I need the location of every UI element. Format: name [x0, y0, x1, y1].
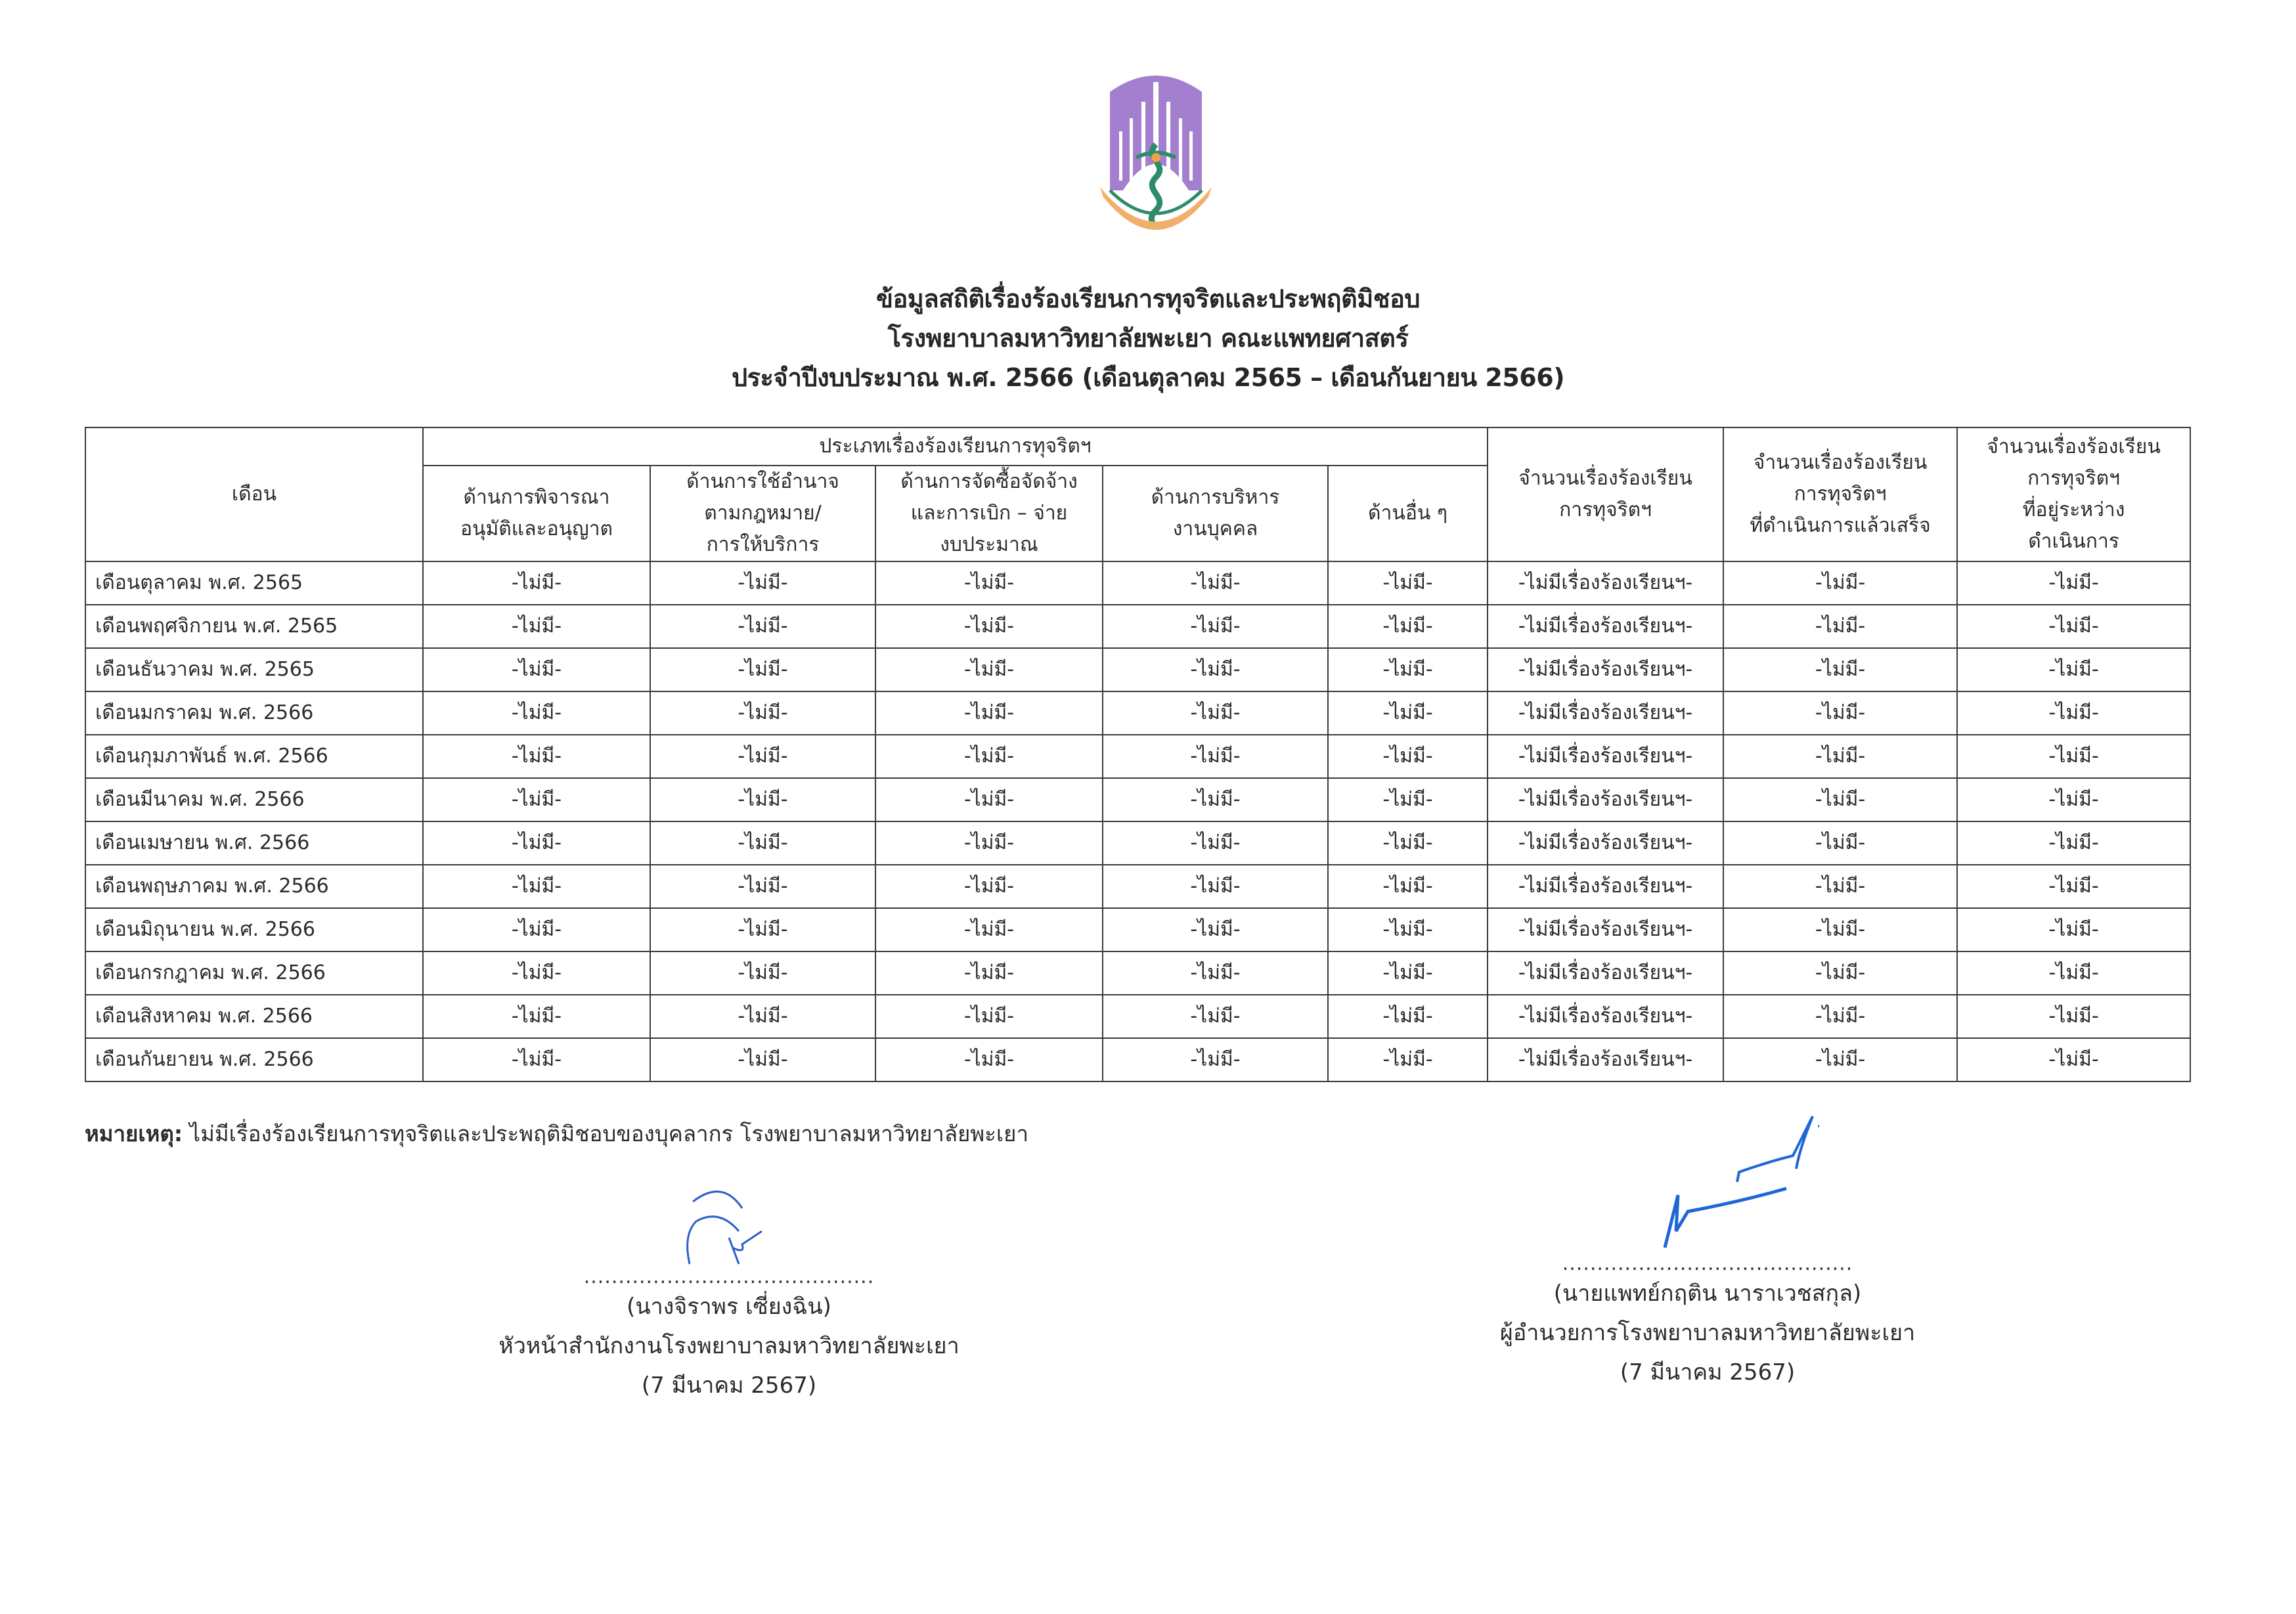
procurement-cell: -ไม่มี- [875, 865, 1103, 908]
procurement-cell: -ไม่มี- [875, 951, 1103, 995]
header-personnel: ด้านการบริหาร งานบุคคล [1103, 466, 1328, 561]
completed-cell: -ไม่มี- [1723, 865, 1957, 908]
month-cell: เดือนตุลาคม พ.ศ. 2565 [85, 561, 423, 605]
procurement-cell: -ไม่มี- [875, 648, 1103, 691]
other-cell: -ไม่มี- [1328, 865, 1488, 908]
completed-cell: -ไม่มี- [1723, 648, 1957, 691]
month-cell: เดือนสิงหาคม พ.ศ. 2566 [85, 995, 423, 1038]
title-line-2: โรงพยาบาลมหาวิทยาลัยพะเยา คณะแพทยศาสตร์ [887, 324, 1409, 353]
month-cell: เดือนธันวาคม พ.ศ. 2565 [85, 648, 423, 691]
approval-permit-cell: -ไม่มี- [423, 691, 650, 735]
complaint-count-cell: -ไม่มีเรื่องร้องเรียนฯ- [1488, 778, 1723, 821]
complaint-count-cell: -ไม่มีเรื่องร้องเรียนฯ- [1488, 648, 1723, 691]
table-row [85, 778, 2190, 821]
complaint-count-cell: -ไม่มีเรื่องร้องเรียนฯ- [1488, 1038, 1723, 1081]
complaint-count-cell: -ไม่มีเรื่องร้องเรียนฯ- [1488, 691, 1723, 735]
legal-authority-cell: -ไม่มี- [650, 821, 875, 865]
personnel-cell: -ไม่มี- [1103, 865, 1328, 908]
other-cell: -ไม่มี- [1328, 648, 1488, 691]
handwritten-signature-icon [663, 1182, 795, 1267]
procurement-cell: -ไม่มี- [875, 821, 1103, 865]
other-cell: -ไม่มี- [1328, 995, 1488, 1038]
handwritten-signature-icon [1596, 1110, 1819, 1254]
other-cell: -ไม่มี- [1328, 561, 1488, 605]
approval-permit-cell: -ไม่มี- [423, 995, 650, 1038]
remark [85, 1116, 1028, 1151]
legal-authority-cell: -ไม่มี- [650, 908, 875, 951]
approval-permit-cell: -ไม่มี- [423, 648, 650, 691]
personnel-cell: -ไม่มี- [1103, 778, 1328, 821]
pending-cell: -ไม่มี- [1957, 648, 2190, 691]
month-cell: เดือนเมษายน พ.ศ. 2566 [85, 821, 423, 865]
approval-permit-cell: -ไม่มี- [423, 908, 650, 951]
other-cell: -ไม่มี- [1328, 821, 1488, 865]
approval-permit-cell: -ไม่มี- [423, 821, 650, 865]
header-month: เดือน [85, 427, 423, 561]
personnel-cell: -ไม่มี- [1103, 691, 1328, 735]
header-complaint-count: จำนวนเรื่องร้องเรียน การทุจริตฯ [1488, 427, 1723, 561]
legal-authority-cell: -ไม่มี- [650, 951, 875, 995]
table-row [85, 648, 2190, 691]
legal-authority-cell: -ไม่มี- [650, 1038, 875, 1081]
other-cell: -ไม่มี- [1328, 908, 1488, 951]
other-cell: -ไม่มี- [1328, 735, 1488, 778]
header-completed: จำนวนเรื่องร้องเรียน การทุจริตฯ ที่ดำเนินการแล้วเสร็จ [1723, 427, 1957, 561]
approval-permit-cell: -ไม่มี- [423, 735, 650, 778]
legal-authority-cell: -ไม่มี- [650, 648, 875, 691]
approval-permit-cell: -ไม่มี- [423, 865, 650, 908]
pending-cell: -ไม่มี- [1957, 605, 2190, 648]
procurement-cell: -ไม่มี- [875, 605, 1103, 648]
approval-permit-cell: -ไม่มี- [423, 951, 650, 995]
month-cell: เดือนกันยายน พ.ศ. 2566 [85, 1038, 423, 1081]
table-row [85, 691, 2190, 735]
table-row [85, 605, 2190, 648]
approval-permit-cell: -ไม่มี- [423, 605, 650, 648]
personnel-cell: -ไม่มี- [1103, 908, 1328, 951]
personnel-cell: -ไม่มี- [1103, 605, 1328, 648]
complaint-count-cell: -ไม่มีเรื่องร้องเรียนฯ- [1488, 865, 1723, 908]
month-cell: เดือนมีนาคม พ.ศ. 2566 [85, 778, 423, 821]
procurement-cell: -ไม่มี- [875, 691, 1103, 735]
completed-cell: -ไม่มี- [1723, 561, 1957, 605]
approval-permit-cell: -ไม่มี- [423, 778, 650, 821]
signature-block-director [1379, 1110, 2036, 1392]
completed-cell: -ไม่มี- [1723, 1038, 1957, 1081]
remark-label: หมายเหตุ: [85, 1121, 183, 1146]
legal-authority-cell: -ไม่มี- [650, 561, 875, 605]
table-body [85, 561, 2190, 1081]
table-row [85, 735, 2190, 778]
completed-cell: -ไม่มี- [1723, 908, 1957, 951]
completed-cell: -ไม่มี- [1723, 995, 1957, 1038]
header-approval-permit: ด้านการพิจารณา อนุมัติและอนุญาต [423, 466, 650, 561]
procurement-cell: -ไม่มี- [875, 995, 1103, 1038]
month-cell: เดือนพฤษภาคม พ.ศ. 2566 [85, 865, 423, 908]
header-pending: จำนวนเรื่องร้องเรียน การทุจริตฯ ที่อยู่ระหว่าง ดำเนินการ [1957, 427, 2190, 561]
legal-authority-cell: -ไม่มี- [650, 778, 875, 821]
table-row [85, 865, 2190, 908]
completed-cell: -ไม่มี- [1723, 821, 1957, 865]
pending-cell: -ไม่มี- [1957, 995, 2190, 1038]
complaint-count-cell: -ไม่มีเรื่องร้องเรียนฯ- [1488, 908, 1723, 951]
completed-cell: -ไม่มี- [1723, 691, 1957, 735]
title-line-1: ข้อมูลสถิติเรื่องร้องเรียนการทุจริตและประพฤติมิชอบ [875, 284, 1421, 313]
complaint-count-cell: -ไม่มีเรื่องร้องเรียนฯ- [1488, 951, 1723, 995]
header-row-1 [85, 427, 2190, 466]
month-cell: เดือนพฤศจิกายน พ.ศ. 2565 [85, 605, 423, 648]
personnel-cell: -ไม่มี- [1103, 561, 1328, 605]
legal-authority-cell: -ไม่มี- [650, 735, 875, 778]
completed-cell: -ไม่มี- [1723, 951, 1957, 995]
pending-cell: -ไม่มี- [1957, 951, 2190, 995]
legal-authority-cell: -ไม่มี- [650, 605, 875, 648]
completed-cell: -ไม่มี- [1723, 778, 1957, 821]
personnel-cell: -ไม่มี- [1103, 995, 1328, 1038]
complaint-count-cell: -ไม่มีเรื่องร้องเรียนฯ- [1488, 561, 1723, 605]
signature-line: .......................................... [583, 1265, 875, 1288]
personnel-cell: -ไม่มี- [1103, 821, 1328, 865]
pending-cell: -ไม่มี- [1957, 821, 2190, 865]
document-title [0, 279, 2296, 397]
header-procurement: ด้านการจัดซื้อจัดจ้าง และการเบิก – จ่าย งบประมาณ [875, 466, 1103, 561]
pending-cell: -ไม่มี- [1957, 865, 2190, 908]
signature-date: (7 มีนาคม 2567) [641, 1372, 817, 1399]
table-row [85, 1038, 2190, 1081]
other-cell: -ไม่มี- [1328, 951, 1488, 995]
approval-permit-cell: -ไม่มี- [423, 1038, 650, 1081]
signer-position: ผู้อำนวยการโรงพยาบาลมหาวิทยาลัยพะเยา [1499, 1320, 1916, 1346]
legal-authority-cell: -ไม่มี- [650, 691, 875, 735]
complaint-count-cell: -ไม่มีเรื่องร้องเรียนฯ- [1488, 995, 1723, 1038]
pending-cell: -ไม่มี- [1957, 691, 2190, 735]
legal-authority-cell: -ไม่มี- [650, 865, 875, 908]
signature-line: .......................................... [1562, 1252, 1853, 1275]
pending-cell: -ไม่มี- [1957, 561, 2190, 605]
legal-authority-cell: -ไม่มี- [650, 995, 875, 1038]
table-row [85, 821, 2190, 865]
procurement-cell: -ไม่มี- [875, 908, 1103, 951]
personnel-cell: -ไม่มี- [1103, 951, 1328, 995]
remark-text: ไม่มีเรื่องร้องเรียนการทุจริตและประพฤติมิชอบของบุคลากร โรงพยาบาลมหาวิทยาลัยพะเยา [183, 1121, 1029, 1146]
signature-date: (7 มีนาคม 2567) [1620, 1359, 1796, 1385]
procurement-cell: -ไม่มี- [875, 561, 1103, 605]
month-cell: เดือนมกราคม พ.ศ. 2566 [85, 691, 423, 735]
title-line-3: ประจำปีงบประมาณ พ.ศ. 2566 (เดือนตุลาคม 2565 – เดือนกันยายน 2566) [731, 363, 1565, 392]
table-row [85, 561, 2190, 605]
pending-cell: -ไม่มี- [1957, 1038, 2190, 1081]
pending-cell: -ไม่มี- [1957, 908, 2190, 951]
procurement-cell: -ไม่มี- [875, 778, 1103, 821]
other-cell: -ไม่มี- [1328, 778, 1488, 821]
complaint-statistics-table [85, 427, 2191, 1082]
pending-cell: -ไม่มี- [1957, 735, 2190, 778]
header-legal-authority: ด้านการใช้อำนาจ ตามกฎหมาย/ การให้บริการ [650, 466, 875, 561]
signer-position: หัวหน้าสำนักงานโรงพยาบาลมหาวิทยาลัยพะเยา [498, 1333, 960, 1359]
personnel-cell: -ไม่มี- [1103, 648, 1328, 691]
signer-name: (นางจิราพร เซี่ยงฉิน) [627, 1294, 831, 1320]
complaint-count-cell: -ไม่มีเรื่องร้องเรียนฯ- [1488, 735, 1723, 778]
table-row [85, 908, 2190, 951]
other-cell: -ไม่มี- [1328, 691, 1488, 735]
hospital-logo [1090, 66, 1222, 243]
personnel-cell: -ไม่มี- [1103, 735, 1328, 778]
other-cell: -ไม่มี- [1328, 605, 1488, 648]
month-cell: เดือนมิถุนายน พ.ศ. 2566 [85, 908, 423, 951]
month-cell: เดือนกรกฎาคม พ.ศ. 2566 [85, 951, 423, 995]
table-row [85, 951, 2190, 995]
personnel-cell: -ไม่มี- [1103, 1038, 1328, 1081]
table-row [85, 995, 2190, 1038]
completed-cell: -ไม่มี- [1723, 605, 1957, 648]
signature-block-office-head [433, 1182, 1025, 1405]
header-complaint-types: ประเภทเรื่องร้องเรียนการทุจริตฯ [423, 427, 1488, 466]
month-cell: เดือนกุมภาพันธ์ พ.ศ. 2566 [85, 735, 423, 778]
complaint-count-cell: -ไม่มีเรื่องร้องเรียนฯ- [1488, 821, 1723, 865]
procurement-cell: -ไม่มี- [875, 1038, 1103, 1081]
hospital-emblem-icon [1090, 66, 1222, 243]
approval-permit-cell: -ไม่มี- [423, 561, 650, 605]
completed-cell: -ไม่มี- [1723, 735, 1957, 778]
other-cell: -ไม่มี- [1328, 1038, 1488, 1081]
procurement-cell: -ไม่มี- [875, 735, 1103, 778]
complaint-count-cell: -ไม่มีเรื่องร้องเรียนฯ- [1488, 605, 1723, 648]
pending-cell: -ไม่มี- [1957, 778, 2190, 821]
signer-name: (นายแพทย์กฤติน นาราเวชสกุล) [1553, 1280, 1862, 1307]
header-other: ด้านอื่น ๆ [1328, 466, 1488, 561]
